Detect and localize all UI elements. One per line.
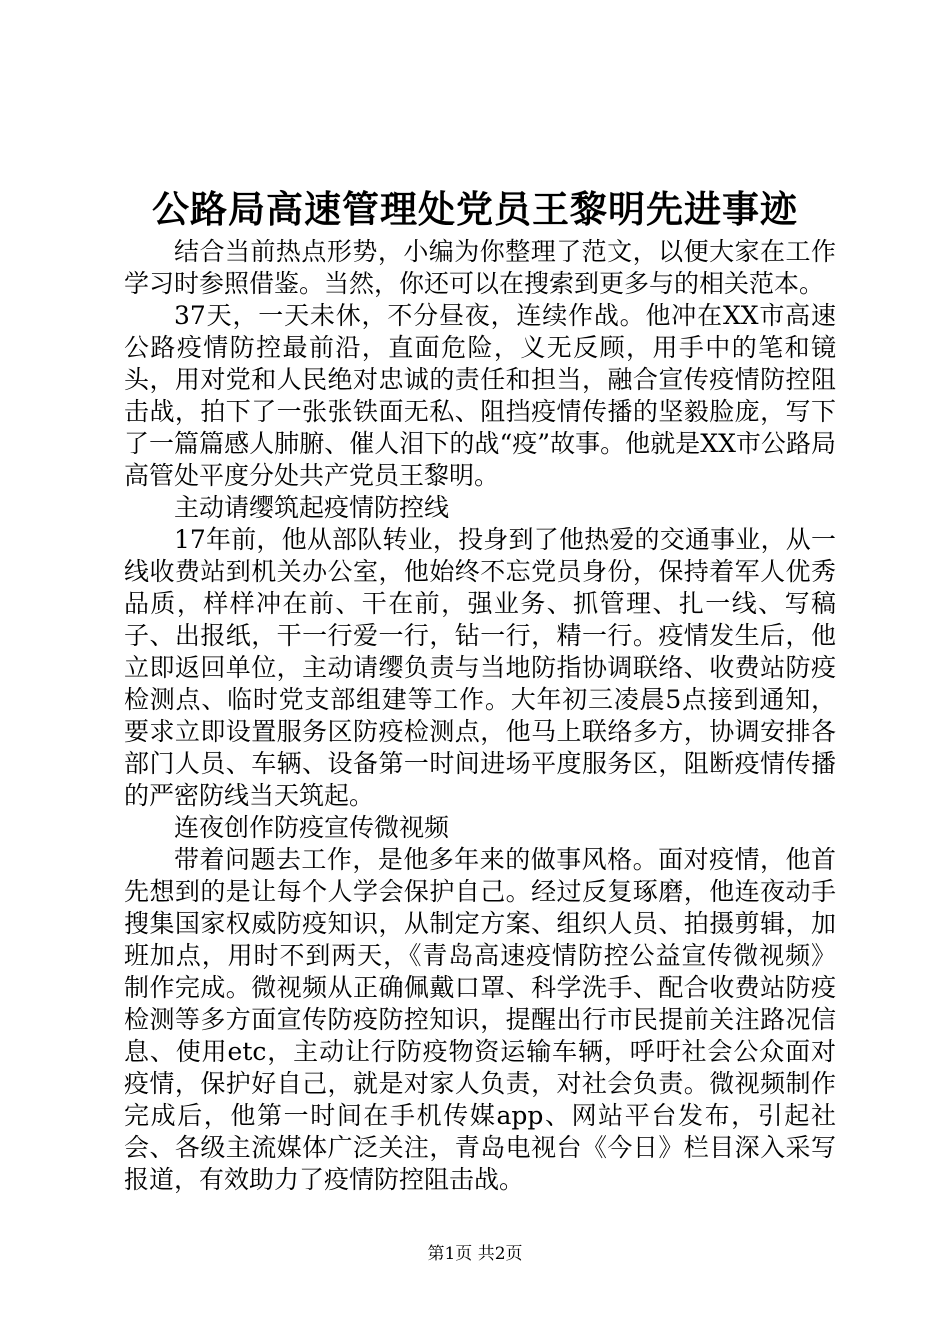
document-title: 公路局高速管理处党员王黎明先进事迹 (152, 187, 798, 231)
paragraph-section-1: 17年前，他从部队转业，投身到了他热爱的交通事业，从一线收费站到机关办公室，他始终不忘党员身份，保持着军人优秀品质，样样冲在前、干在前，强业务、抓管理、扎一线、写稿子、出报纸，干一行爱一行，钻一行，精一行。疫情发生后，他立即返回单位，主动请缨负责与当地防指协调联络、收费站防疫检测点、临时党支部组建等工作。大年初三凌晨5点接到通知，要求立即设置服务区防疫检测点，他马上联络多方，协调安排各部门人员、车辆、设备第一时间进场平度服务区，阻断疫情传播的严密防线当天筑起。 (124, 525, 836, 810)
section-heading-1: 主动请缨筑起疫情防控线 (174, 493, 450, 522)
paragraph-intro: 结合当前热点形势，小编为你整理了范文，以便大家在工作学习时参照借鉴。当然，你还可以在搜索到更多与的相关范本。 (124, 237, 836, 298)
page-number: 第1页 共2页 (427, 1244, 523, 1264)
paragraph-summary: 37天，一天未休，不分昼夜，连续作战。他冲在XX市高速公路疫情防控最前沿，直面危险，义无反顾，用手中的笔和镜头，用对党和人民绝对忠诚的责任和担当，融合宣传疫情防控阻击战，拍下了一张张铁面无私、阻挡疫情传播的坚毅脸庞，写下了一篇篇感人肺腑、催人泪下的战“疫”故事。他就是XX市公路局高管处平度分处共产党员王黎明。 (124, 301, 836, 490)
document-body (124, 236, 836, 1196)
section-heading-2: 连夜创作防疫宣传微视频 (174, 813, 450, 842)
paragraph-section-2: 带着问题去工作，是他多年来的做事风格。面对疫情，他首先想到的是让每个人学会保护自己。经过反复琢磨，他连夜动手搜集国家权威防疫知识，从制定方案、组织人员、拍摄剪辑，加班加点，用时不到两天，《青岛高速疫情防控公益宣传微视频》制作完成。微视频从正确佩戴口罩、科学洗手、配合收费站防疫检测等多方面宣传防疫防控知识，提醒出行市民提前关注路况信息、使用etc，主动让行防疫物资运输车辆，呼吁社会公众面对疫情，保护好自己，就是对家人负责，对社会负责。微视频制作完成后，他第一时间在手机传媒app、网站平台发布，引起社会、各级主流媒体广泛关注，青岛电视台《今日》栏目深入采写报道，有效助力了疫情防控阻击战。 (124, 845, 836, 1194)
